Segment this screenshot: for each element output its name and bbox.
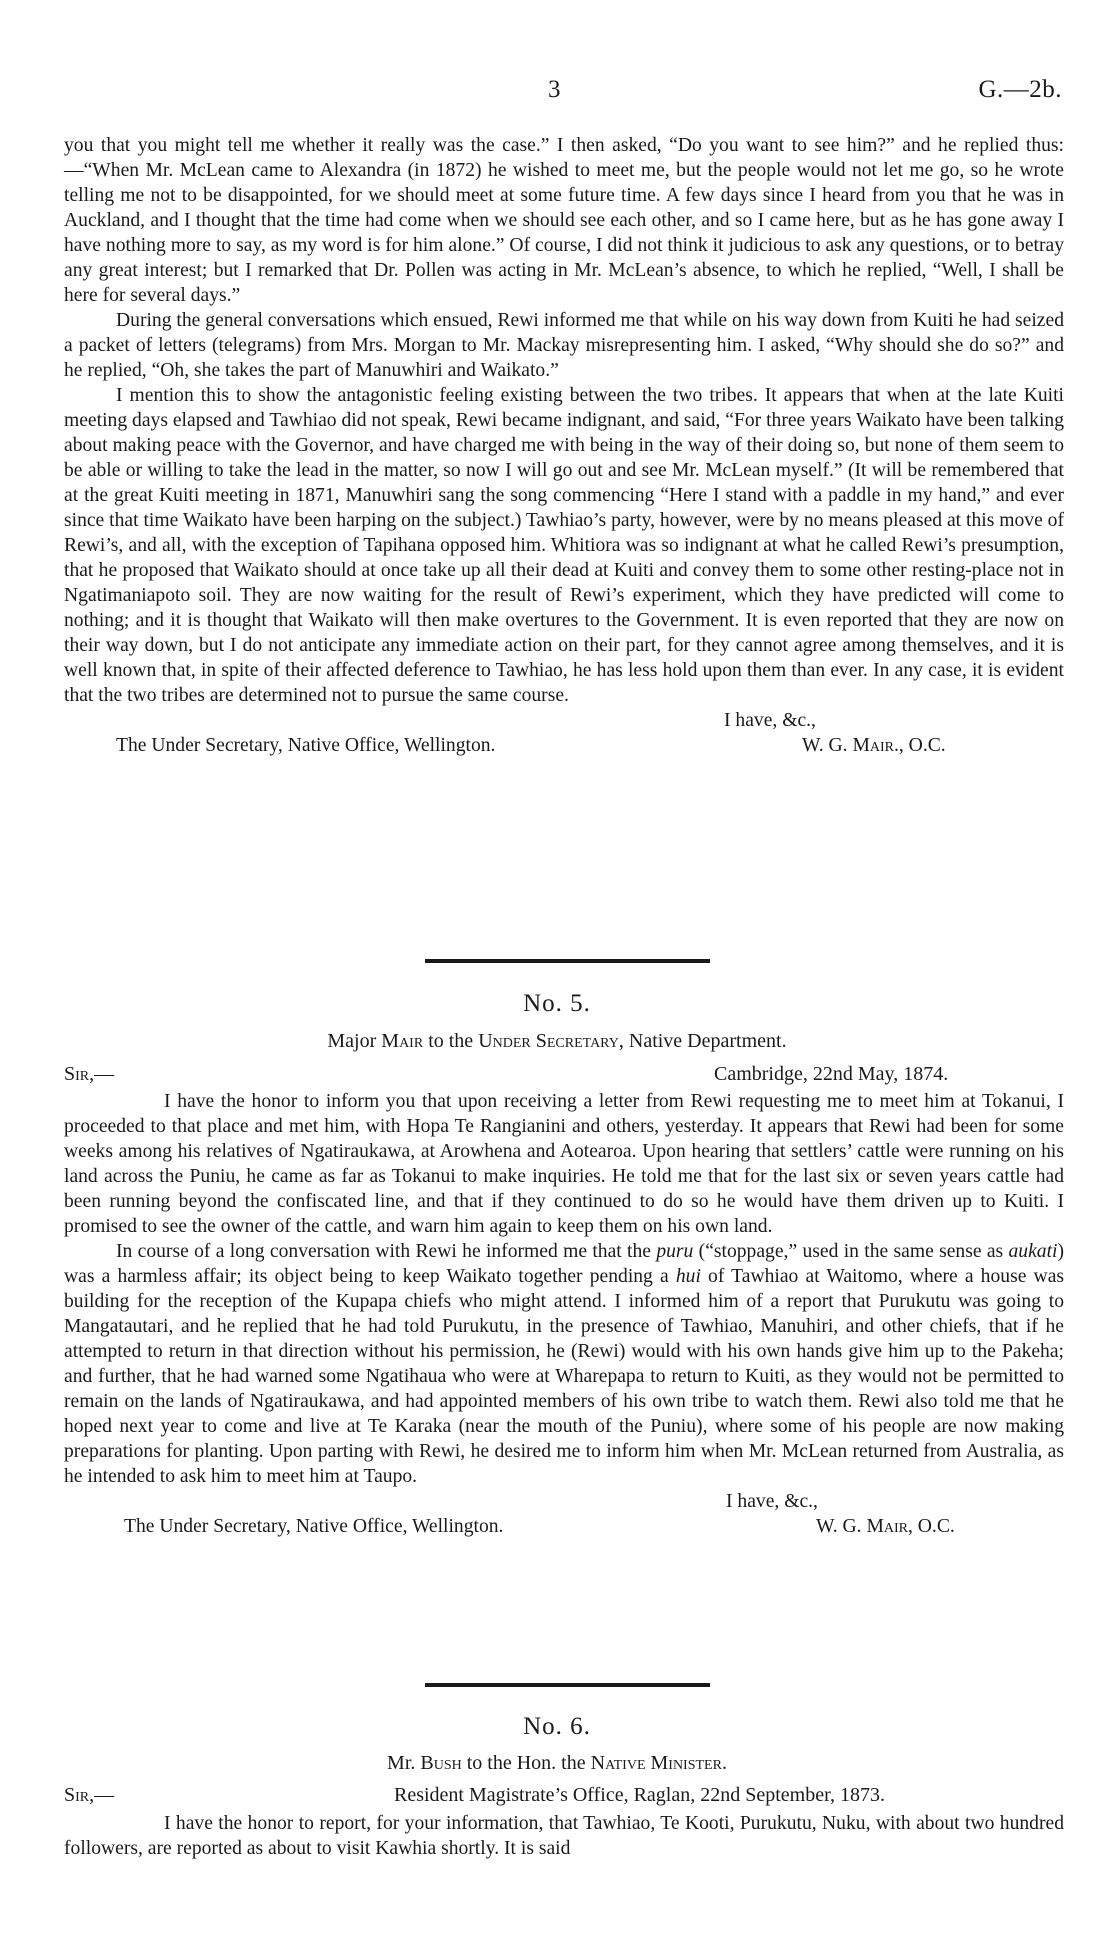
signature: W. G. Mair, O.C.	[816, 1516, 955, 1537]
salutation: Sir,—	[64, 1784, 115, 1806]
addressee: The Under Secretary, Native Office, Wellington.	[124, 1516, 504, 1537]
paragraph: In course of a long conversation with Rewi he informed me that the puru (“stoppage,” used in the same sense as aukati) was a harmless affair; its object being to keep Waikato together pending a hui of Tawhiao at Waitomo, where a house was building for the reception of the Kupapa chiefs who might attend. I informed him of a report that Purukutu was going to Mangatautari, and he replied that he had told Purukutu, in the presence of Tawhiao, Manuhiri, and other chiefs, that if he attempted to return in that direction without his permission, he (Rewi) would with his own hands give him up to the Pakeha; and further, that he had warned some Ngatihaua who were at Wharepapa to return to Kuiti, as they would not be permitted to remain on the lands of Ngatiraukawa, and had appointed members of his own tribe to watch them. Rewi also told me that he hoped next year to come and live at Te Karaka (near the mouth of the Puniu), where some of his people are now making preparations for planting. Upon parting with Rewi, he desired me to inform him when Mr. McLean returned from Australia, as he intended to ask him to meet him at Taupo.	[64, 1241, 1065, 1487]
place-date: Resident Magistrate’s Office, Raglan, 22nd September, 1873.	[394, 1784, 885, 1806]
salutation: Sir,—	[64, 1063, 115, 1085]
letter-5-heading: No. 5.	[523, 990, 591, 1017]
addressee: The Under Secretary, Native Office, Wellington.	[116, 735, 496, 756]
paragraph: I have the honor to report, for your information, that Tawhiao, Te Kooti, Purukutu, Nuku, with about two hundred followers, are reported as about to visit Kawhia shortly. It is said	[64, 1813, 1064, 1859]
section-divider	[425, 1683, 710, 1687]
letter-5-title: Major Mair to the Under Secretary, Native Department.	[327, 1030, 787, 1052]
signature: W. G. Mair., O.C.	[802, 735, 946, 756]
document-reference: G.—2b.	[978, 76, 1062, 103]
closing-line	[64, 1489, 1064, 1514]
paragraph: During the general conversations which ensued, Rewi informed me that while on his way down from Kuiti he had seized a packet of letters (telegrams) from Mrs. Morgan to Mr. Mackay misrepresenting him. I asked, “Why should she do so?” and he replied, “Oh, she takes the part of Manuwhiri and Waikato.”	[64, 310, 1064, 381]
paragraph: I mention this to show the antagonistic feeling existing between the two tribes. It appears that when at the late Kuiti meeting days elapsed and Tawhiao did not speak, Rewi became indignant, and said, “For three years Waikato have been talking about making peace with the Governor, and have charged me with being in the way of their doing so, but none of them seem to be able or willing to take the lead in the matter, so now I will go out and see Mr. McLean myself.” (It will be remembered that at the great Kuiti meeting in 1871, Manuwhiri sang the song commencing “Here I stand with a paddle in my hand,” and ever since that time Waikato have been harping on the subject.) Tawhiao’s party, however, were by no means pleased at this move of Rewi’s, and all, with the exception of Tapihana opposed him. Whitiora was so indignant at what he called Rewi’s presumption, that he proposed that Waikato should at once take up all their dead at Kuiti and convey them to some other resting-place not in Ngatimaniapoto soil. They are now waiting for the result of Rewi’s experiment, which they have predicted will come to nothing; and it is thought that Waikato will then make overtures to the Government. It is even reported that they are now on their way down, but I do not anticipate any immediate action on their part, for they cannot agree among themselves, and it is well known that, in spite of their affected deference to Tawhiao, he has less hold upon them than ever. In any case, it is evident that the two tribes are determined not to pursue the same course.	[64, 385, 1064, 706]
addressee-line	[64, 733, 1064, 758]
place-date: Cambridge, 22nd May, 1874.	[714, 1063, 949, 1085]
closing: I have, &c.,	[724, 710, 816, 731]
closing-line	[64, 708, 1064, 733]
page-number: 3	[548, 76, 561, 103]
letter-6-heading: No. 6.	[523, 1713, 591, 1740]
letter-5-body	[64, 1089, 1064, 1539]
letter-6-title: Mr. Bush to the Hon. the Native Minister.	[387, 1752, 727, 1774]
paragraph: I have the honor to inform you that upon receiving a letter from Rewi requesting me to meet him at Tokanui, I proceeded to that place and met him, with Hopa Te Rangianini and others, yesterday. It appears that Rewi had been for some weeks among his relatives of Ngatiraukawa, at Arowhena and Aotearoa. Upon hearing that settlers’ cattle were running on his land across the Puniu, he came as far as Tokanui to make inquiries. He told me that for the last six or seven years cattle had been running beyond the confiscated line, and that if they continued to do so he would have them driven up to Kuiti. I promised to see the owner of the cattle, and warn him again to keep them on his own land.	[64, 1091, 1064, 1237]
section-divider	[425, 959, 710, 963]
letter-6-body	[64, 1811, 1064, 1861]
letter-4-body	[64, 133, 1064, 758]
addressee-line	[64, 1514, 1064, 1539]
paragraph: you that you might tell me whether it really was the case.” I then asked, “Do you want to see him?” and he replied thus:—“When Mr. McLean came to Alexandra (in 1872) he wished to meet me, but the people would not let me go, so he wrote telling me not to be disappointed, for we should meet at some future time. A few days since I heard from you that he was in Auckland, and I thought that the time had come when we should see each other, and so I came here, but as he has gone away I have nothing more to say, as my word is for him alone.” Of course, I did not think it judicious to ask any questions, or to betray any great interest; but I remarked that Dr. Pollen was acting in Mr. McLean’s absence, to which he replied, “Well, I shall be here for several days.”	[64, 135, 1064, 306]
closing: I have, &c.,	[726, 1491, 818, 1512]
